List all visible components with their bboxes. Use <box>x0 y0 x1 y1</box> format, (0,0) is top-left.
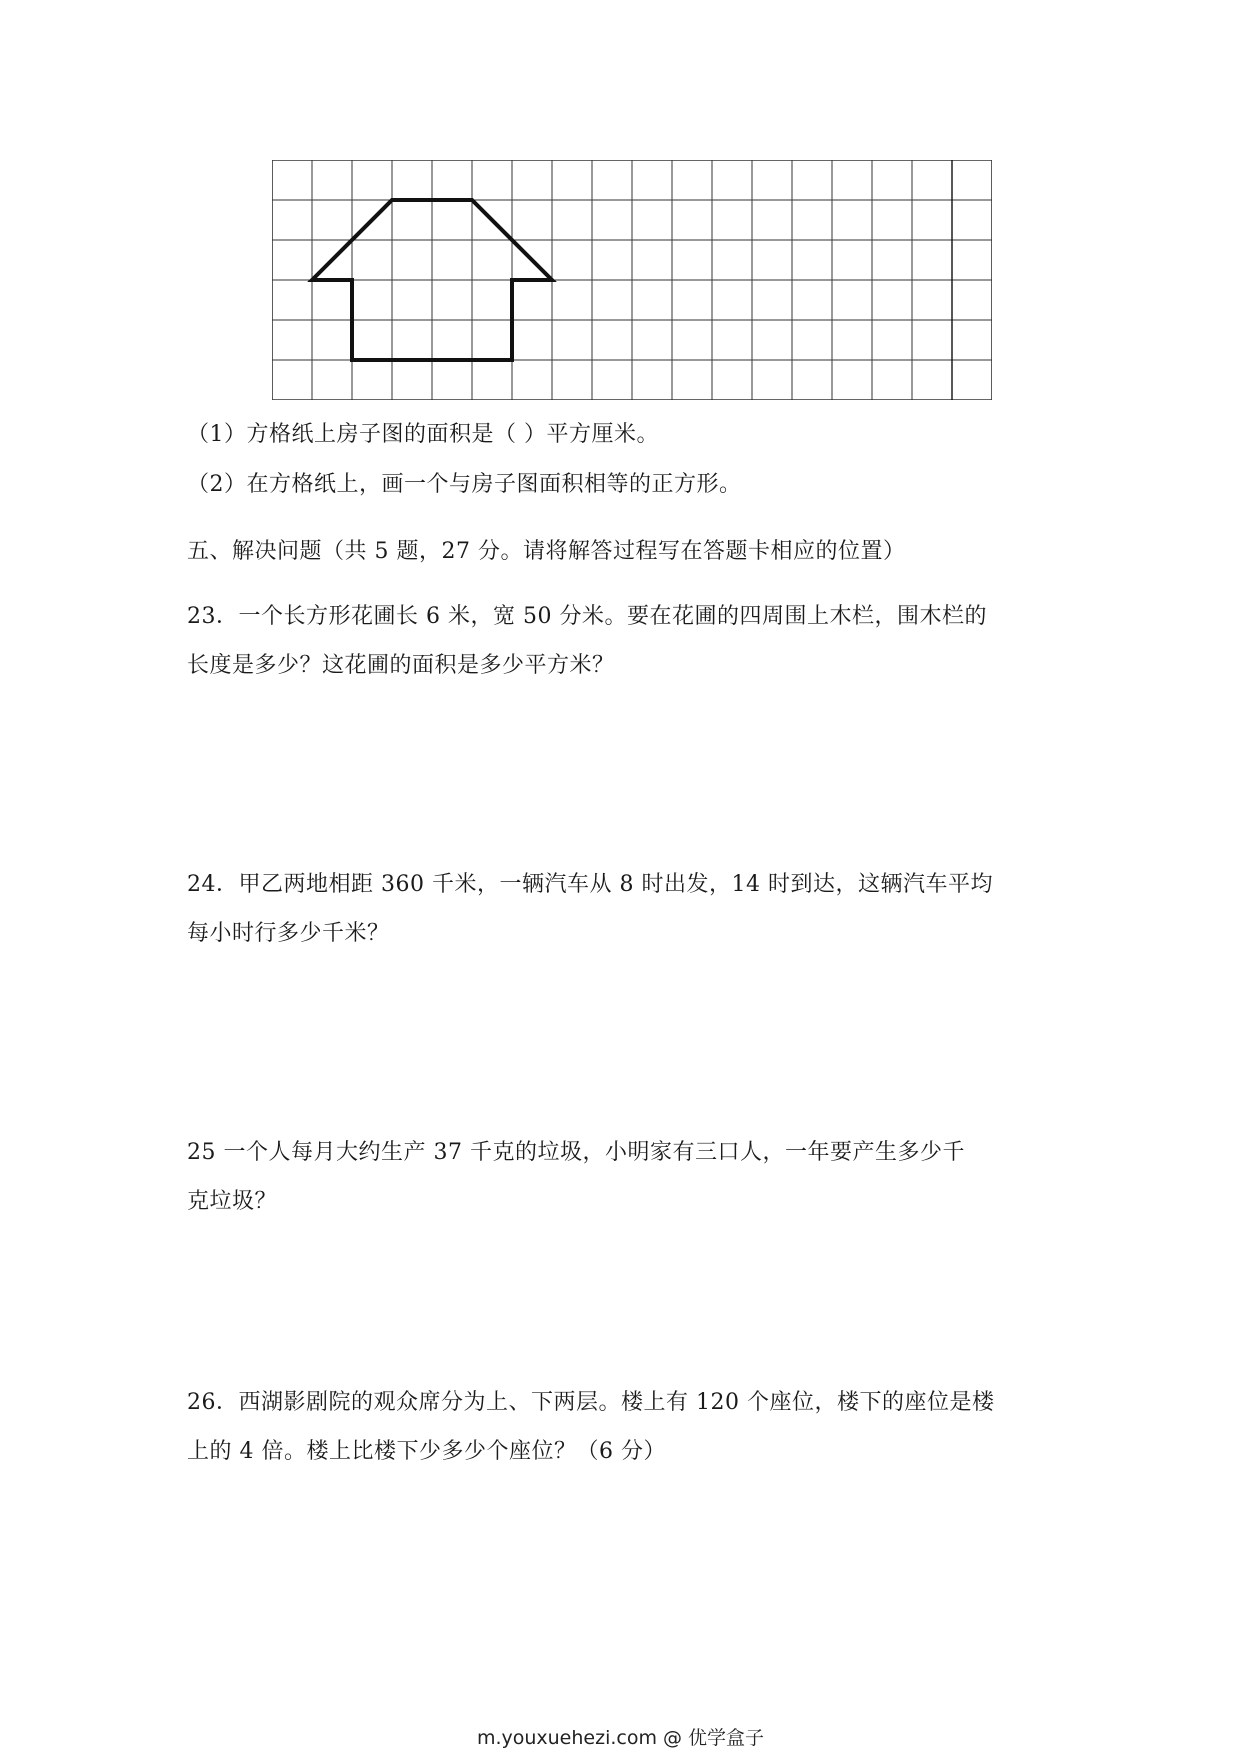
question-22-part-1: （1）方格纸上房子图的面积是（ ）平方厘米。 <box>187 422 659 447</box>
question-26-line-2: 上的 4 倍。楼上比楼下少多少个座位？（6 分） <box>187 1439 666 1464</box>
question-22-part-2: （2）在方格纸上，画一个与房子图面积相等的正方形。 <box>187 472 742 497</box>
question-26-line-1: 26．西湖影剧院的观众席分为上、下两层。楼上有 120 个座位，楼下的座位是楼 <box>187 1390 995 1415</box>
question-23-line-2: 长度是多少？这花圃的面积是多少平方米？ <box>187 653 615 678</box>
question-25-line-2: 克垃圾？ <box>187 1189 278 1214</box>
footer-watermark: m.youxuehezi.com @ 优学盒子 <box>476 1727 765 1749</box>
grid-lines <box>272 160 992 400</box>
question-25-line-1: 25 一个人每月大约生产 37 千克的垃圾，小明家有三口人，一年要产生多少千 <box>187 1140 965 1165</box>
grid-paper-figure <box>272 160 992 400</box>
question-24-line-1: 24．甲乙两地相距 360 千米，一辆汽车从 8 时出发，14 时到达，这辆汽车平均 <box>187 872 993 897</box>
question-23-line-1: 23．一个长方形花圃长 6 米，宽 50 分米。要在花圃的四周围上木栏，围木栏的 <box>187 604 987 629</box>
question-24-line-2: 每小时行多少千米？ <box>187 921 390 946</box>
section-5-heading: 五、解决问题（共 5 题，27 分。请将解答过程写在答题卡相应的位置） <box>187 539 906 564</box>
